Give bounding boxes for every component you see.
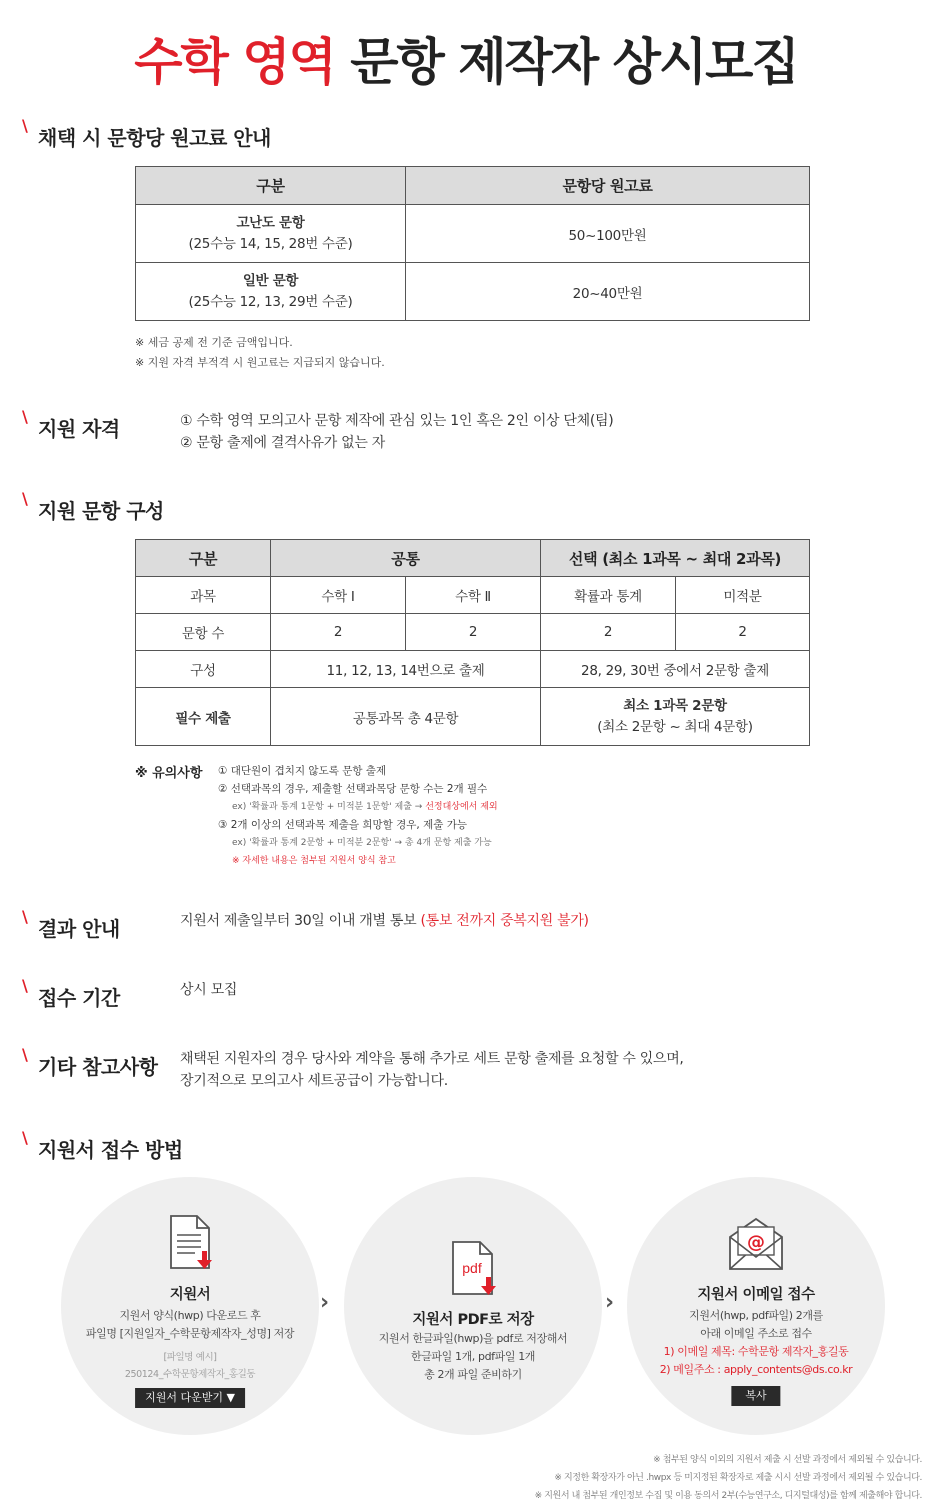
heading-tick-mark: \ (22, 407, 28, 426)
step-title: 지원서 (169, 1287, 211, 1303)
caution-item: ② 선택과목의 경우, 제출할 선택과목당 문항 수는 2개 필수 (218, 783, 488, 795)
heading-tick-mark: \ (22, 976, 28, 995)
etc-text: 채택된 지원자의 경우 당사와 계약을 통해 추가로 세트 문항 출제를 요청할 수 있으며, 장기적으로 모의고사 세트공급이 가능합니다. (180, 1051, 684, 1089)
comp-cell: 11, 12, 13, 14번으로 출제 (271, 651, 541, 688)
step-text: 지원서 한글파일(hwp)을 pdf로 저장해서 한글파일 1개, pdf파일 1개 총 2개 파일 준비하기 (378, 1332, 568, 1381)
fee-header-amount: 문항당 원고료 (406, 167, 810, 205)
section-heading-qualification: \ 지원 자격 (22, 407, 120, 441)
comp-cell: 확률과 통계 (541, 577, 676, 614)
title-accent: 수학 영역 (134, 33, 335, 91)
heading-tick-mark: \ (22, 907, 28, 926)
table-row (136, 688, 810, 746)
document-download-icon (61, 1213, 319, 1273)
email-envelope-icon (627, 1217, 885, 1271)
step-title: 지원서 이메일 접수 (697, 1287, 815, 1303)
fee-cell-type: 일반 문항 (25수능 12, 13, 29번 수준) (136, 263, 406, 321)
comp-cell: 2 (406, 614, 541, 651)
result-text: 지원서 제출일부터 30일 이내 개별 통보 (통보 전까지 중복지원 불가) (180, 913, 589, 929)
section-heading-etc: \ 기타 참고사항 (22, 1045, 158, 1079)
caution-note: ※ 자세한 내용은 첨부된 지원서 양식 참고 (232, 856, 396, 866)
pdf-file-icon (344, 1239, 602, 1299)
chevron-right-icon: › (605, 1290, 615, 1315)
pdf-icon-label: pdf (462, 1260, 482, 1276)
section-heading-composition: \ 지원 문항 구성 (22, 489, 164, 523)
section-heading-fee: \ 채택 시 문항당 원고료 안내 (22, 116, 271, 150)
comp-cell: 공통과목 총 4문항 (271, 688, 541, 746)
comp-header-category: 구분 (136, 540, 271, 577)
chevron-right-icon: › (320, 1290, 330, 1315)
fee-note: ※ 지원 자격 부적격 시 원고료는 지급되지 않습니다. (135, 356, 385, 369)
heading-tick-mark: \ (22, 116, 28, 135)
step-text: 지원서(hwp, pdf파일) 2개를 아래 이메일 주소로 접수 1) 이메일 제목: 수학문항 제작자_홍길동 2) 메일주소 : apply_contents@ds.co.kr (627, 1307, 885, 1379)
comp-row-label: 문항 수 (136, 614, 271, 651)
heading-tick-mark: \ (22, 1128, 28, 1147)
step-text: 지원서 양식(hwp) 다운로드 후 파일명 [지원일자_수학문항제작자_성명] 저장 (85, 1309, 295, 1340)
fee-header-category: 구분 (136, 167, 406, 205)
caution-label: ※ 유의사항 (135, 766, 203, 781)
fee-cell-amount: 50~100만원 (406, 205, 810, 263)
comp-cell: 2 (271, 614, 406, 651)
period-text: 상시 모집 (180, 982, 238, 998)
copy-email-button[interactable]: 복사 (731, 1386, 780, 1406)
page-title (0, 22, 932, 94)
comp-cell: 최소 1과목 2문항 (최소 2문항 ~ 최대 4문항) (541, 688, 810, 746)
caution-item: ① 대단원이 겹치지 않도록 문항 출제 (218, 765, 387, 777)
composition-table (135, 539, 810, 746)
email-subject-note: 1) 이메일 제목: 수학문항 제작자_홍길동 (663, 1345, 849, 1358)
footer-notes (535, 1451, 922, 1505)
fee-notes (135, 333, 385, 373)
fee-cell-type: 고난도 문항 (25수능 14, 15, 28번 수준) (136, 205, 406, 263)
qualification-list (180, 410, 613, 454)
comp-row-label: 필수 제출 (136, 688, 271, 746)
comp-row-label: 구성 (136, 651, 271, 688)
step-example: [파일명 예시] 250124_수학문항제작자_홍길동 (124, 1352, 256, 1380)
section-heading-result: \ 결과 안내 (22, 907, 120, 941)
table-row (136, 651, 810, 688)
footer-note: ※ 지원서 내 첨부된 개인정보 수집 및 이용 동의서 2부(수능연구소, 디지털대성)를 함께 제출해야 합니다. (534, 1491, 922, 1501)
caution-item: ③ 2개 이상의 선택과목 제출을 희망할 경우, 제출 가능 (218, 819, 467, 831)
fee-cell-amount: 20~40만원 (406, 263, 810, 321)
comp-header-common: 공통 (271, 540, 541, 577)
list-item: ② 문항 출제에 결격사유가 없는 자 (180, 435, 385, 451)
comp-row-label: 과목 (136, 577, 271, 614)
heading-tick-mark: \ (22, 489, 28, 508)
comp-cell: 28, 29, 30번 중에서 2문항 출제 (541, 651, 810, 688)
comp-cell: 2 (541, 614, 676, 651)
footer-note: ※ 첨부된 양식 이외의 지원서 제출 시 선발 과정에서 제외될 수 있습니다. (653, 1455, 922, 1465)
table-row (136, 263, 810, 321)
step-card-application (61, 1177, 319, 1435)
table-row (136, 614, 810, 651)
table-row (136, 577, 810, 614)
comp-cell: 수학 Ⅱ (406, 577, 541, 614)
comp-header-elective: 선택 (최소 1과목 ~ 최대 2과목) (541, 540, 810, 577)
step-card-email (627, 1177, 885, 1435)
caution-list (218, 762, 598, 870)
email-address: 2) 메일주소 : apply_contents@ds.co.kr (659, 1363, 853, 1376)
download-application-button[interactable]: 지원서 다운받기 ▼ (135, 1388, 245, 1408)
section-heading-apply: \ 지원서 접수 방법 (22, 1128, 183, 1162)
step-card-pdf (344, 1177, 602, 1435)
step-title: 지원서 PDF로 저장 (412, 1312, 534, 1328)
title-rest: 문항 제작자 상시모집 (350, 33, 798, 91)
comp-cell: 미적분 (676, 577, 810, 614)
list-item: ① 수학 영역 모의고사 문항 제작에 관심 있는 1인 혹은 2인 이상 단체(팀) (180, 413, 614, 429)
footer-note: ※ 지정한 확장자가 아닌 .hwpx 등 미지정된 확장자로 제출 시시 선발 과정에서 제외될 수 있습니다. (554, 1473, 922, 1483)
caution-example: ex) '확률과 통계 1문항 + 미적분 1문항' 제출 → 선정대상에서 제외 (232, 802, 498, 812)
comp-cell: 수학 Ⅰ (271, 577, 406, 614)
table-row (136, 205, 810, 263)
comp-cell: 2 (676, 614, 810, 651)
at-sign-label: @ (747, 1232, 765, 1253)
fee-note: ※ 세금 공제 전 기준 금액입니다. (135, 336, 293, 349)
fee-table (135, 166, 810, 321)
section-heading-period: \ 접수 기간 (22, 976, 120, 1010)
caution-example: ex) '확률과 통계 2문항 + 미적분 2문항' → 총 4개 문항 제출 가능 (232, 838, 492, 848)
heading-tick-mark: \ (22, 1045, 28, 1064)
